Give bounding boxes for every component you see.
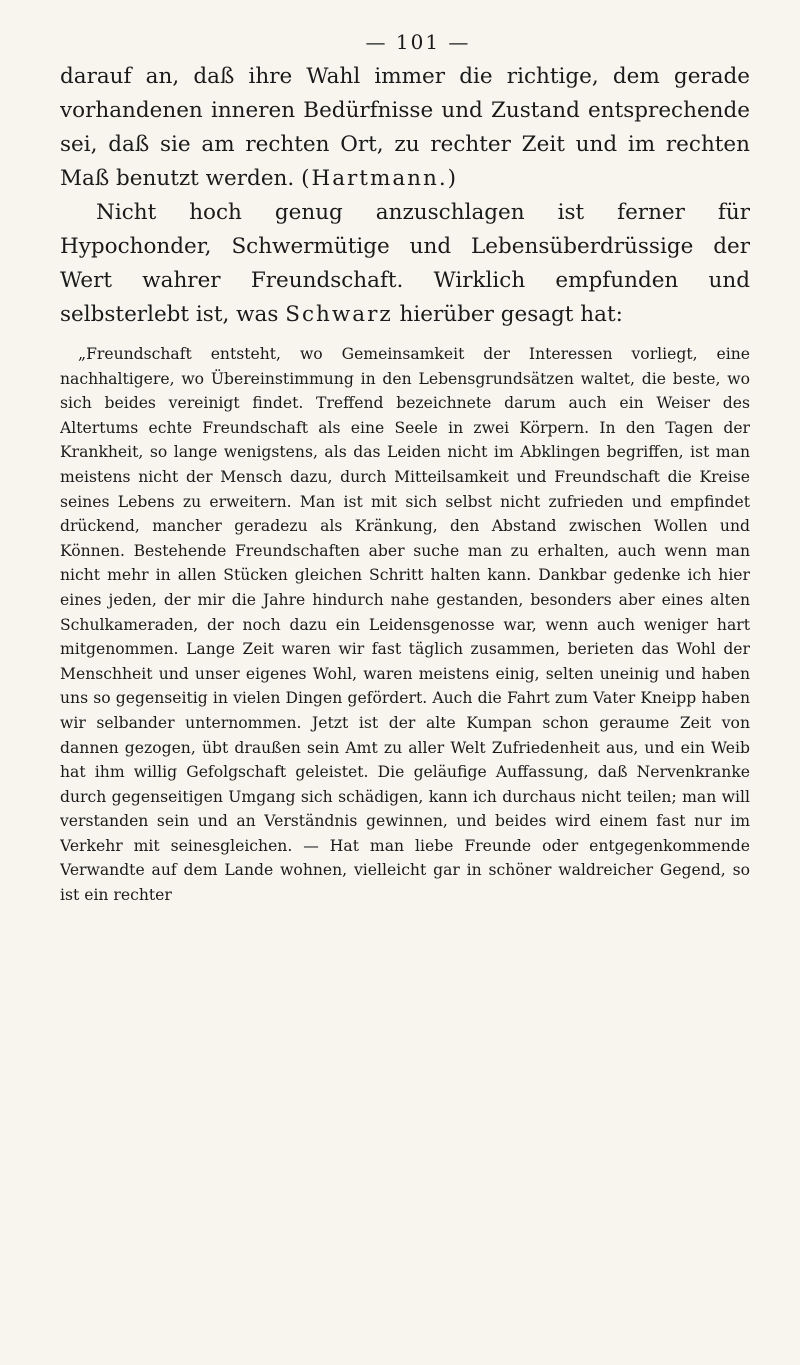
page-number: — 101 —: [365, 30, 471, 54]
paragraph-1-text: darauf an, daß ihre Wahl immer die richtige, dem gerade vorhandenen inneren Bedürfnisse und Zustand entsprechende sei, daß sie am rechten Ort, zu rechter Zeit und im rechten Maß benutzt werden.: [60, 64, 750, 191]
paragraph-friendship: [60, 196, 750, 332]
citation-hartmann: (Hartmann.): [301, 166, 459, 191]
paragraph-continuation: [60, 60, 750, 196]
book-page: [60, 30, 750, 1340]
paragraph-2-text-after: hierüber gesagt hat:: [399, 302, 623, 327]
author-schwarz: Schwarz: [285, 302, 393, 327]
paragraph-2-text-before: Nicht hoch genug anzuschlagen ist ferner für Hypochonder, Schwermütige und Lebensüberdrüssige der Wert wahrer Freundschaft. Wirklich empfunden und selbsterlebt ist, was: [60, 200, 750, 327]
block-quote: „Freundschaft entsteht, wo Gemeinsamkeit der Interessen vorliegt, eine nachhaltigere, wo Übereinstimmung in den Lebensgrundsätzen waltet, die beste, wo sich beides vereinigt findet. Treffend bezeichnete darum auch ein Weiser des Altertums echte Freundschaft als eine Seele in zwei Körpern. In den Tagen der Krankheit, so lange wenigstens, als das Leiden nicht im Abklingen begriffen, ist man meistens nicht der Mensch dazu, durch Mitteilsamkeit und Freundschaft die Kreise seines Lebens zu erweitern. Man ist mit sich selbst nicht zufrieden und empfindet drückend, mancher geradezu als Kränkung, den Abstand zwischen Wollen und Können. Bestehende Freundschaften aber suche man zu erhalten, auch wenn man nicht mehr in allen Stücken gleichen Schritt halten kann. Dankbar gedenke ich hier eines jeden, der mir die Jahre hindurch nahe gestanden, besonders aber eines alten Schulkameraden, der noch dazu ein Leidensgenosse war, wenn auch weniger hart mitgenommen. Lange Zeit waren wir fast täglich zusammen, berieten das Wohl der Menschheit und unser eigenes Wohl, waren meistens einig, selten uneinig und haben uns so gegenseitig in vielen Dingen gefördert. Auch die Fahrt zum Vater Kneipp haben wir selbander unternommen. Jetzt ist der alte Kumpan schon geraume Zeit von dannen gezogen, übt draußen sein Amt zu aller Welt Zufriedenheit aus, und ein Weib hat ihm willig Gefolgschaft geleistet. Die geläufige Auffassung, daß Nervenkranke durch gegenseitigen Umgang sich schädigen, kann ich durchaus nicht teilen; man will verstanden sein und an Verständnis gewinnen, und beides wird einem fast nur im Verkehr mit seinesgleichen. — Hat man liebe Freunde oder entgegenkommende Verwandte auf dem Lande wohnen, vielleicht gar in schöner waldreicher Gegend, so ist ein rechter: [60, 345, 750, 905]
